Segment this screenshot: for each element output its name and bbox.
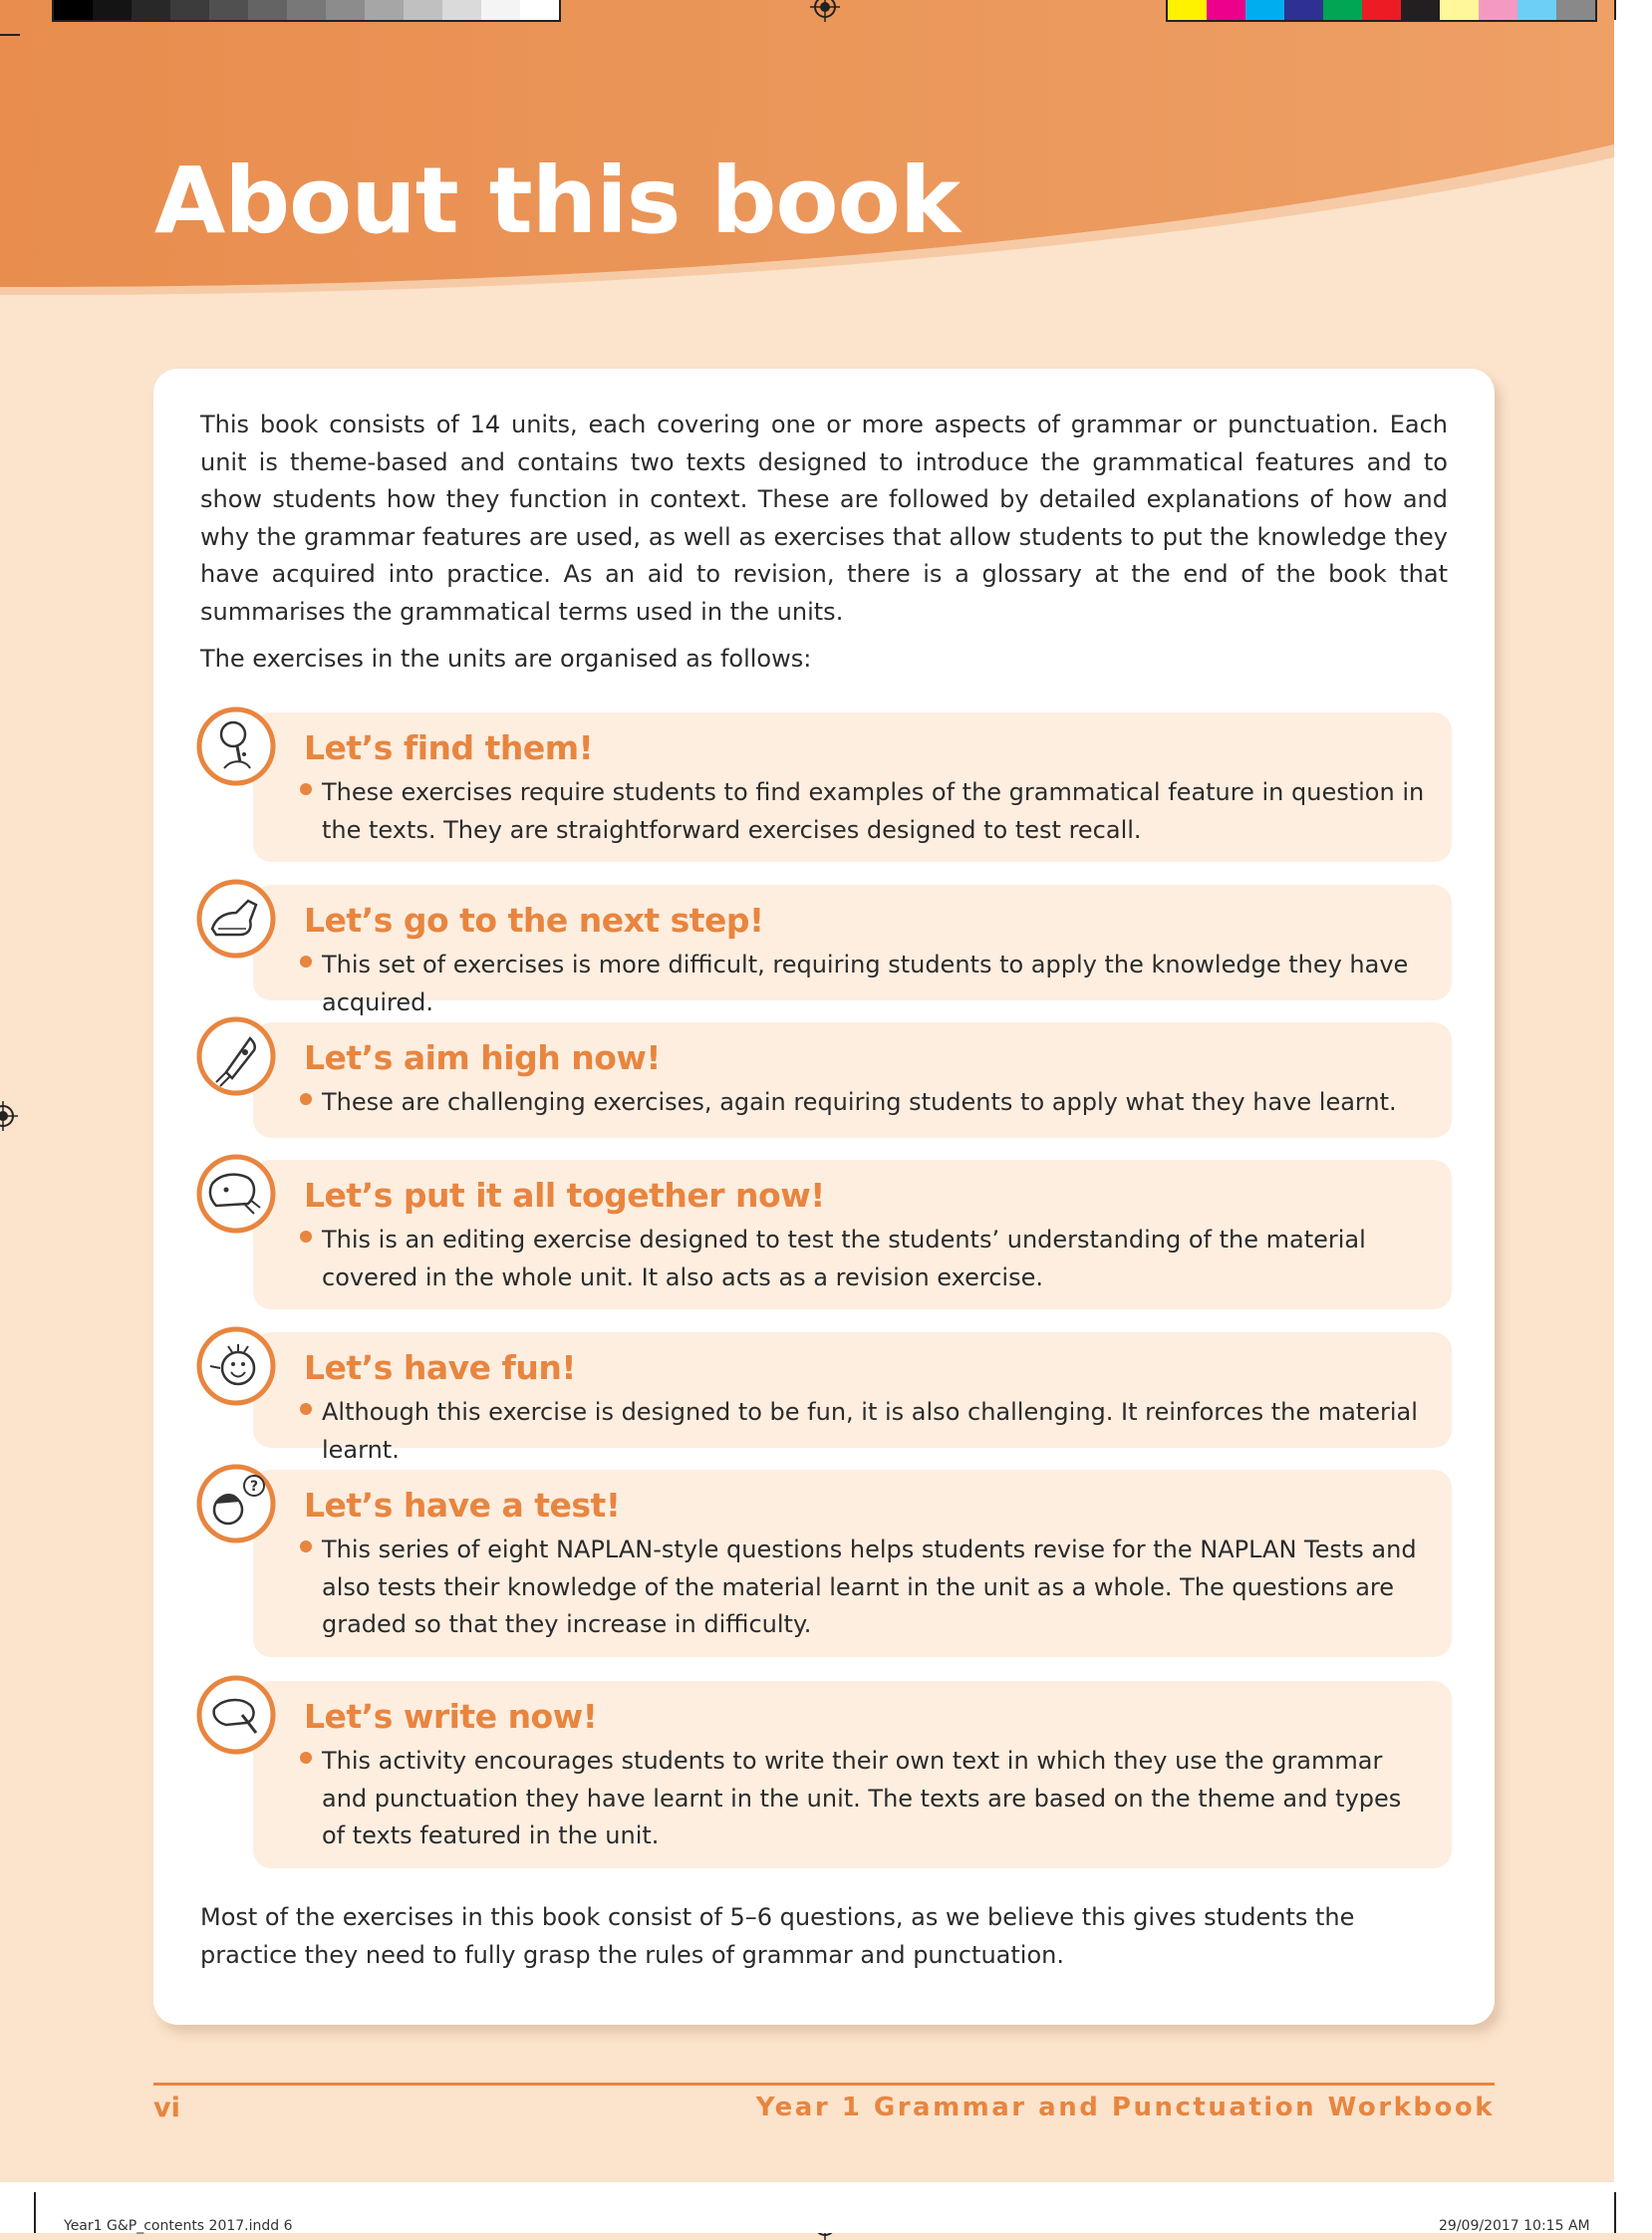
section-have-test — [250, 1470, 1452, 1657]
crop-mark — [34, 2192, 36, 2233]
color-swatch — [520, 0, 559, 20]
writing-hand-icon — [196, 1675, 276, 1755]
color-swatch — [1556, 0, 1595, 20]
footer-book-title: Year 1 Grammar and Punctuation Workbook — [755, 2093, 1495, 2122]
page-title: About this book — [154, 147, 961, 254]
bullet-dot-icon — [300, 1231, 312, 1243]
color-swatch — [132, 0, 170, 20]
intro-paragraph: This book consists of 14 units, each covering one or more aspects of grammar or punctuation. Each unit is theme-based and contains two texts designed to introduce the grammatical features and to show students how they function in context. These are followed by detailed explanations of how and why the grammar features are used, as well as exercises that allow students to put the knowledge they have acquired into practice. As an aid to revision, there is a glossary at the end of the book that summarises the grammatical terms used in the units. — [200, 411, 1448, 626]
section-text: This series of eight NAPLAN-style questions helps students revise for the NAPLAN Tests and also tests their knowledge of the material learnt in the unit as a whole. The questions are graded so that they increase in difficulty. — [322, 1536, 1417, 1639]
cmyk-color-bar — [1166, 0, 1597, 22]
section-text: This activity encourages students to write their own text in which they use the grammar and punctuation they have learnt in the unit. The texts are based on the theme and types of texts featured in the unit. — [322, 1747, 1402, 1850]
page-number: vi — [153, 2093, 180, 2123]
section-text: This set of exercises is more difficult, requiring students to apply the knowledge they have acquired. — [322, 951, 1409, 1016]
color-swatch — [326, 0, 365, 20]
crop-mark — [1614, 2192, 1616, 2233]
grayscale-color-bar — [52, 0, 561, 22]
crop-mark — [0, 34, 20, 36]
section-have-fun — [253, 1332, 1452, 1464]
color-swatch — [1284, 0, 1323, 20]
color-swatch — [442, 0, 481, 20]
bullet-dot-icon — [300, 1093, 312, 1105]
color-swatch — [248, 0, 287, 20]
section-put-together — [253, 1160, 1452, 1309]
thinking-face-icon — [196, 1464, 276, 1543]
bullet-dot-icon — [300, 1752, 312, 1764]
bullet-dot-icon — [300, 783, 312, 795]
bullet-dot-icon — [300, 1540, 312, 1552]
color-swatch — [1207, 0, 1245, 20]
section-title: Let’s go to the next step! — [304, 901, 764, 940]
content-card — [153, 369, 1495, 2025]
color-swatch — [1245, 0, 1284, 20]
section-title: Let’s have fun! — [304, 1348, 576, 1387]
color-swatch — [287, 0, 326, 20]
color-swatch — [481, 0, 520, 20]
footer-divider — [153, 2083, 1495, 2086]
color-swatch — [1362, 0, 1401, 20]
color-swatch — [1517, 0, 1556, 20]
section-next-step — [253, 885, 1452, 1016]
section-find-them — [253, 712, 1452, 862]
puzzle-pieces-icon — [196, 1154, 276, 1234]
section-title: Let’s write now! — [304, 1697, 598, 1736]
color-swatch — [1479, 0, 1517, 20]
section-title: Let’s have a test! — [304, 1486, 621, 1525]
section-text: This is an editing exercise designed to test the students’ understanding of the material covered in the whole unit. It also acts as a revision exercise. — [322, 1226, 1366, 1291]
exercises-lead-in: The exercises in the units are organised as follows: — [200, 645, 812, 673]
print-slug-timestamp: 29/09/2017 10:15 AM — [1439, 2218, 1590, 2234]
color-swatch — [1440, 0, 1479, 20]
color-swatch — [365, 0, 404, 20]
bullet-dot-icon — [300, 956, 312, 968]
color-swatch — [54, 0, 93, 20]
color-swatch — [404, 0, 442, 20]
laughing-face-icon — [196, 1326, 276, 1406]
crop-mark — [1614, 0, 1616, 20]
section-aim-high — [253, 1022, 1452, 1138]
registration-mark-icon — [810, 0, 840, 22]
svg-text:?: ? — [250, 1479, 259, 1495]
print-slug-filename: Year1 G&P_contents 2017.indd 6 — [64, 2218, 293, 2234]
registration-mark-icon — [0, 1101, 18, 1131]
section-title: Let’s aim high now! — [304, 1038, 661, 1077]
bullet-dot-icon — [300, 1403, 312, 1415]
magnifying-glass-icon — [196, 706, 276, 786]
color-swatch — [1401, 0, 1440, 20]
color-swatch — [1168, 0, 1207, 20]
section-write-now — [253, 1681, 1452, 1868]
section-title: Let’s find them! — [304, 728, 594, 767]
section-text: These are challenging exercises, again requiring students to apply what they have learnt. — [322, 1088, 1397, 1116]
rocket-icon — [196, 1016, 276, 1096]
section-text: Although this exercise is designed to be fun, it is also challenging. It reinforces the material learnt. — [322, 1398, 1418, 1464]
color-swatch — [209, 0, 248, 20]
color-swatch — [93, 0, 132, 20]
section-title: Let’s put it all together now! — [304, 1176, 825, 1215]
color-swatch — [1323, 0, 1362, 20]
boot-step-icon — [196, 879, 276, 959]
section-text: These exercises require students to find examples of the grammatical feature in question in the texts. They are straightforward exercises designed to test recall. — [322, 778, 1425, 844]
page-trim-margin-right — [1614, 0, 1652, 2233]
color-swatch — [170, 0, 209, 20]
closing-paragraph: Most of the exercises in this book consist of 5–6 questions, as we believe this gives students the practice they need to fully grasp the rules of grammar and punctuation. — [200, 1903, 1355, 1969]
